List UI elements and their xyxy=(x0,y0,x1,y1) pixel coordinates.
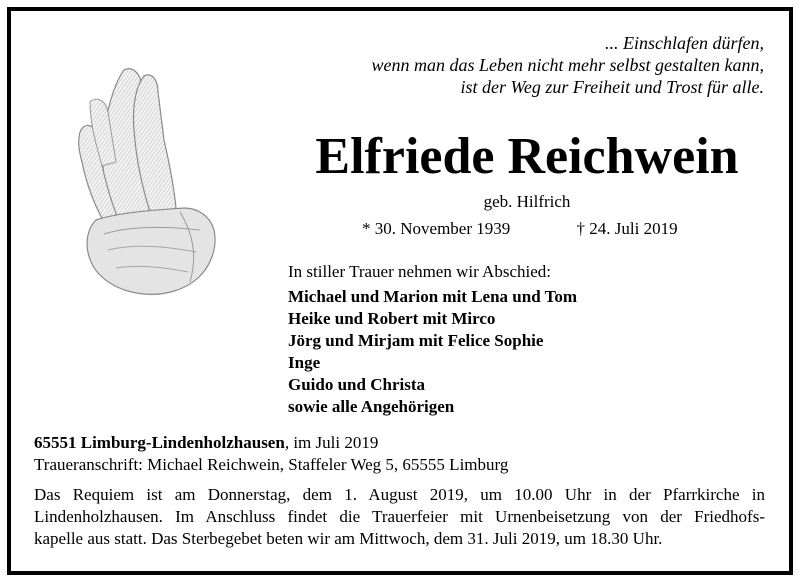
service-notice xyxy=(34,484,765,550)
death-date: † 24. Juli 2019 xyxy=(576,219,678,238)
life-dates xyxy=(362,218,678,240)
deceased-name: Elfriede Reichwein xyxy=(315,128,739,185)
birth-date: * 30. November 1939 xyxy=(362,219,511,238)
mourner-line: Michael und Marion mit Lena und Tom xyxy=(288,287,578,306)
mourner-line: Inge xyxy=(288,353,321,372)
mourning-address: Traueranschrift: Michael Reichwein, Staffeler Weg 5, 65555 Limburg xyxy=(34,455,509,474)
mourner-line: Heike und Robert mit Mirco xyxy=(288,309,496,328)
praying-hands-icon xyxy=(60,62,220,300)
mourner-line: Jörg und Mirjam mit Felice Sophie xyxy=(288,331,544,350)
place-date xyxy=(34,432,378,454)
quote xyxy=(304,32,764,98)
place-name: 65551 Limburg-Lindenholzhausen xyxy=(34,433,285,452)
notice-line: Das Requiem ist am Donnerstag, dem 1. August 2019, um 10.00 Uhr in der Pfarrkirche in xyxy=(34,485,765,504)
birth-name: geb. Hilfrich xyxy=(483,192,571,211)
mourners-list xyxy=(288,286,577,418)
quote-line: ist der Weg zur Freiheit und Trost für alle. xyxy=(460,77,764,97)
notice-line: Lindenholzhausen. Im Anschluss findet die Trauerfeier mit Urnenbeisetzung von der Friedhofs- xyxy=(34,507,765,526)
notice-line: kapelle aus statt. Das Sterbegebet beten wir am Mittwoch, dem 31. Juli 2019, um 18.30 Uhr. xyxy=(34,529,663,548)
mourner-line: sowie alle Angehörigen xyxy=(288,397,455,416)
mourner-line: Guido und Christa xyxy=(288,375,425,394)
mourning-intro: In stiller Trauer nehmen wir Abschied: xyxy=(288,262,551,281)
quote-line: ... Einschlafen dürfen, xyxy=(605,33,764,53)
quote-line: wenn man das Leben nicht mehr selbst gestalten kann, xyxy=(371,55,764,75)
place-month: , im Juli 2019 xyxy=(284,433,379,452)
